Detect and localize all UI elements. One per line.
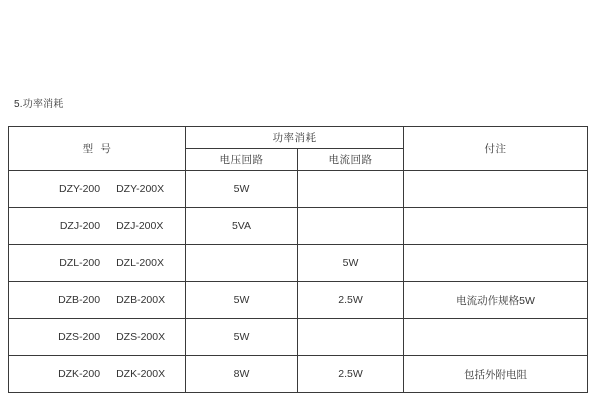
voltage-cell: 8W [186, 356, 298, 393]
section-heading: 5.功率消耗 [14, 99, 64, 110]
table-row [9, 245, 588, 282]
model-x-variant: DZY-200X [116, 183, 165, 195]
model-standard: DZJ-200 [59, 220, 101, 232]
header-voltage-circuit: 电压回路 [186, 149, 298, 171]
table-row [9, 319, 588, 356]
note-cell: 电流动作规格5W [404, 282, 588, 319]
model-cell [9, 245, 186, 282]
model-standard: DZB-200 [58, 294, 101, 306]
table-row [9, 171, 588, 208]
table-header-row-1 [9, 127, 588, 149]
table-row [9, 208, 588, 245]
current-cell: 5W [298, 245, 404, 282]
model-x-variant: DZK-200X [116, 368, 166, 380]
model-cell [9, 319, 186, 356]
header-model: 型 号 [9, 127, 186, 171]
table-row [9, 282, 588, 319]
note-cell [404, 171, 588, 208]
note-cell: 包括外附电阻 [404, 356, 588, 393]
power-consumption-table [8, 126, 588, 393]
voltage-cell: 5W [186, 171, 298, 208]
note-cell [404, 245, 588, 282]
note-cell [404, 319, 588, 356]
voltage-cell: 5W [186, 282, 298, 319]
model-cell [9, 356, 186, 393]
model-standard: DZS-200 [58, 331, 101, 343]
model-x-variant: DZS-200X [116, 331, 166, 343]
model-cell [9, 171, 186, 208]
current-cell: 2.5W [298, 356, 404, 393]
voltage-cell: 5VA [186, 208, 298, 245]
model-standard: DZY-200 [59, 183, 101, 195]
current-cell [298, 171, 404, 208]
model-cell [9, 208, 186, 245]
current-cell [298, 319, 404, 356]
voltage-cell [186, 245, 298, 282]
model-standard: DZK-200 [58, 368, 101, 380]
table-row [9, 356, 588, 393]
model-standard: DZL-200 [59, 257, 101, 269]
voltage-cell: 5W [186, 319, 298, 356]
model-x-variant: DZL-200X [116, 257, 164, 269]
header-power-group: 功率消耗 [186, 127, 404, 149]
current-cell: 2.5W [298, 282, 404, 319]
model-cell [9, 282, 186, 319]
current-cell [298, 208, 404, 245]
header-current-circuit: 电流回路 [298, 149, 404, 171]
header-note: 付注 [404, 127, 588, 171]
model-x-variant: DZJ-200X [116, 220, 164, 232]
note-cell [404, 208, 588, 245]
model-x-variant: DZB-200X [116, 294, 166, 306]
